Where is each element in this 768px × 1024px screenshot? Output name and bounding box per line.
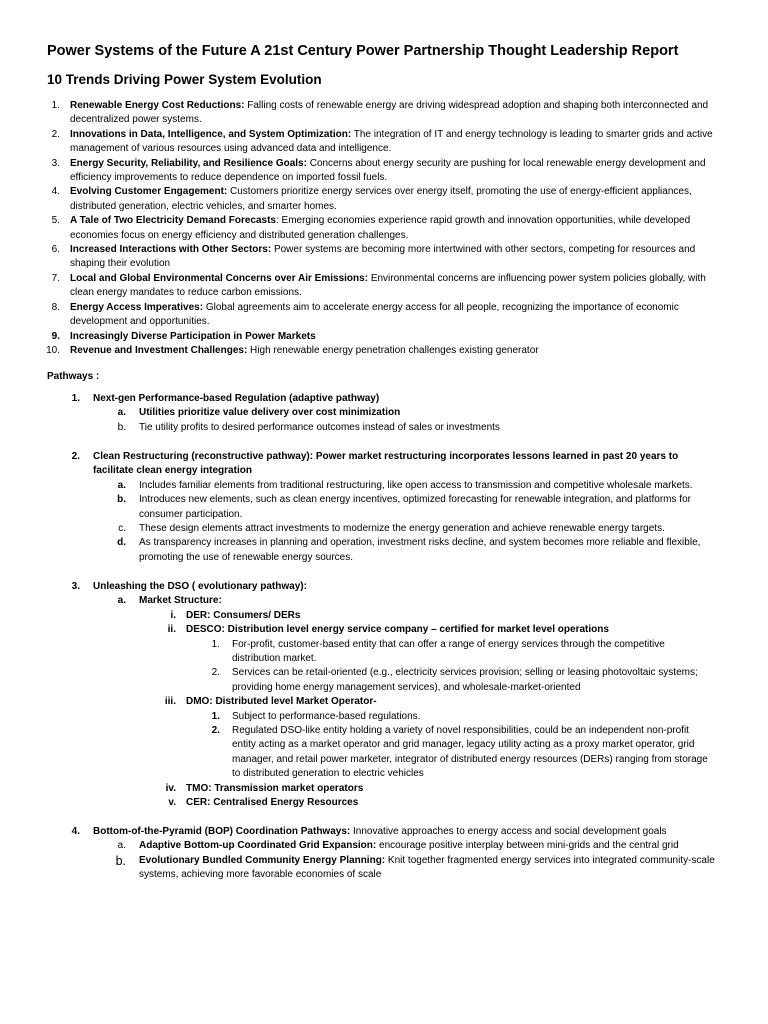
list-number: 3.: [71, 581, 80, 592]
list-number: 2.: [211, 725, 220, 737]
list-item: [0, 522, 768, 536]
trend-heading: A Tale of Two Electricity Demand Forecasts: [70, 215, 276, 227]
list-number: 6.: [51, 244, 60, 256]
list-item: [0, 243, 768, 272]
pathway-text: Innovative approaches to energy access and social development goals: [350, 826, 667, 837]
trend-heading: Local and Global Environmental Concerns over Air Emissions:: [70, 272, 369, 284]
list-item: [0, 638, 768, 667]
list-item: [0, 594, 768, 608]
page-title: Power Systems of the Future A 21st Century Power Partnership Thought Leadership Report: [47, 43, 679, 59]
trend-text: The integration of IT and energy technology is leading to smarter grids and active management of various resources using advanced data and intelligence.: [70, 128, 713, 155]
trend-heading: Increased Interactions with Other Sectors:: [70, 244, 272, 256]
list-item: [0, 609, 768, 623]
item-text: Knit together fragmented energy services into integrated community-scale systems, achieving more favorable economies of scale: [139, 854, 715, 881]
trend-heading: Evolving Customer Engagement:: [70, 186, 228, 198]
list-item: [0, 536, 768, 565]
list-item: [0, 330, 768, 344]
item-text: Regulated DSO-like entity holding a variety of novel responsibilities, could be an independent non-profit entity acting as a market operator and grid manager, legacy utility acting as a proxy market operator, grid manager, and retail power marketer, integrator of distributed energy resources (DERs) ranging from storage to distributed generation to electric vehicles: [232, 725, 708, 780]
item-text: DESCO: Distribution level energy service company – certified for market level operations: [186, 624, 609, 636]
list-item: [0, 695, 768, 709]
list-number: 10.: [46, 344, 60, 356]
trend-heading: Increasingly Diverse Participation in Power Markets: [70, 330, 316, 342]
list-item: [0, 99, 768, 128]
list-item: [0, 839, 768, 853]
trend-text: Global agreements aim to accelerate energy access for all people, recognizing the importance of economic development and opportunities.: [70, 301, 679, 328]
list-item: [0, 344, 768, 358]
item-heading: Adaptive Bottom-up Coordinated Grid Expansion:: [139, 840, 377, 852]
list-number: 8.: [51, 301, 60, 313]
item-text: TMO: Transmission market operators: [186, 782, 364, 794]
item-text: DER: Consumers/ DERs: [186, 609, 301, 621]
list-letter: b.: [117, 494, 126, 506]
trend-heading: Innovations in Data, Intelligence, and System Optimization:: [70, 128, 352, 140]
list-roman: v.: [168, 797, 176, 809]
list-letter: a.: [117, 595, 126, 607]
list-letter: b.: [117, 421, 126, 433]
list-roman: iii.: [164, 696, 176, 708]
list-letter: a.: [117, 407, 126, 419]
list-number: 1.: [211, 638, 220, 650]
pathway-title: Bottom-of-the-Pyramid (BOP) Coordination Pathways:: [93, 826, 351, 837]
list-number: 2.: [211, 667, 220, 679]
trends-list: [0, 99, 768, 358]
trend-text: Falling costs of renewable energy are driving widespread adoption and shaping both interconnected and decentralized power systems.: [70, 100, 709, 126]
item-heading: Evolutionary Bundled Community Energy Planning:: [139, 854, 386, 866]
list-item: [0, 796, 768, 810]
list-item: [0, 479, 768, 493]
list-item: [0, 214, 768, 243]
trend-heading: Revenue and Investment Challenges:: [70, 344, 248, 356]
list-item: [0, 666, 768, 695]
list-number: 7.: [51, 272, 60, 284]
pathway-title: Clean Restructuring (reconstructive pathway): Power market restructuring incorporates lessons learned in past 20 years to facilitate clean energy integration: [93, 451, 679, 477]
list-number: 2.: [71, 451, 80, 462]
list-item: [0, 724, 768, 782]
pathway-heading: [0, 825, 768, 839]
item-text: Tie utility profits to desired performance outcomes instead of sales or investments: [139, 421, 500, 433]
list-item: [0, 406, 768, 420]
list-item: [0, 710, 768, 724]
list-item: [0, 157, 768, 186]
list-letter: c.: [118, 523, 126, 535]
trend-heading: Renewable Energy Cost Reductions:: [70, 100, 245, 111]
list-roman: ii.: [167, 624, 176, 636]
trend-text: High renewable energy penetration challenges existing generator: [247, 344, 539, 356]
pathway-heading: [0, 392, 768, 406]
list-number: 2.: [51, 128, 60, 140]
list-number: 9.: [51, 330, 60, 342]
list-number: 1.: [51, 100, 60, 111]
list-number: 3.: [51, 157, 60, 169]
trend-text: Power systems are becoming more intertwined with other sectors, competing for resources and shaping their evolution: [70, 244, 696, 270]
item-text: As transparency increases in planning and operation, investment risks decline, and system becomes more reliable and flexible, promoting the use of renewable energy sources.: [139, 537, 701, 563]
pathway-1: [0, 392, 768, 435]
list-letter: a.: [117, 479, 126, 491]
list-letter: d.: [117, 537, 126, 549]
item-text: For-profit, customer-based entity that can offer a range of energy services through the competitive distribution market.: [232, 638, 665, 665]
pathway-4: [0, 825, 768, 883]
list-roman: iv.: [165, 782, 176, 794]
list-item: [0, 272, 768, 301]
list-item: [0, 421, 768, 435]
item-text: Market Structure:: [139, 595, 222, 607]
trend-text: : Emerging economies experience rapid growth and innovation opportunities, while developed economies focus on energy efficiency and distributed generation challenges.: [70, 215, 691, 241]
pathway-heading: [0, 450, 768, 479]
trend-text: Environmental concerns are influencing power system policies globally, with clean energy mandates to reduce carbon emissions.: [70, 272, 706, 299]
pathway-3: [0, 580, 768, 811]
list-number: 4.: [51, 186, 60, 198]
list-item: [0, 854, 768, 883]
trend-text: Customers prioritize energy services over energy itself, promoting the use of energy-efficient appliances, distributed generation, electric vehicles, and smarter homes.: [70, 186, 692, 212]
item-text: encourage positive interplay between mini-grids and the central grid: [376, 840, 679, 852]
item-text: Utilities prioritize value delivery over cost minimization: [139, 407, 401, 419]
list-letter: b.: [115, 853, 126, 868]
list-letter: a.: [117, 840, 126, 852]
pathway-2: [0, 450, 768, 565]
item-text: Introduces new elements, such as clean energy incentives, optimized forecasting for renewable integration, and platforms for consumer participation.: [139, 494, 691, 520]
pathway-heading: [0, 580, 768, 594]
list-item: [0, 493, 768, 522]
item-text: CER: Centralised Energy Resources: [186, 797, 359, 809]
trend-heading: Energy Access Imperatives:: [70, 301, 204, 313]
item-text: Subject to performance-based regulations.: [232, 710, 421, 722]
pathway-title: Unleashing the DSO ( evolutionary pathway):: [93, 581, 307, 592]
list-item: [0, 185, 768, 214]
list-roman: i.: [170, 609, 176, 621]
pathways-heading: Pathways :: [47, 371, 100, 382]
list-number: 1.: [71, 393, 80, 404]
list-number: 5.: [51, 215, 60, 227]
item-text: These design elements attract investments to modernize the energy generation and achieve renewable energy targets.: [139, 523, 665, 535]
trend-heading: Energy Security, Reliability, and Resilience Goals:: [70, 157, 307, 169]
section-heading-trends: 10 Trends Driving Power System Evolution: [47, 72, 322, 87]
list-item: [0, 128, 768, 157]
pathway-title: Next-gen Performance-based Regulation (adaptive pathway): [93, 393, 380, 404]
trend-text: Concerns about energy security are pushing for local renewable energy development and efficiency improvements to reduce dependence on imported fossil fuels.: [70, 157, 706, 184]
item-text: Includes familiar elements from traditional restructuring, like open access to transmission and competitive wholesale markets.: [139, 479, 693, 491]
list-item: [0, 301, 768, 330]
item-text: DMO: Distributed level Market Operator-: [186, 696, 377, 708]
list-item: [0, 623, 768, 637]
list-number: 1.: [211, 710, 220, 722]
list-item: [0, 782, 768, 796]
list-number: 4.: [71, 826, 80, 837]
item-text: Services can be retail-oriented (e.g., electricity services provision; selling or leasing photovoltaic systems; providing home energy management services), and wholesale-market-oriented: [232, 667, 698, 693]
